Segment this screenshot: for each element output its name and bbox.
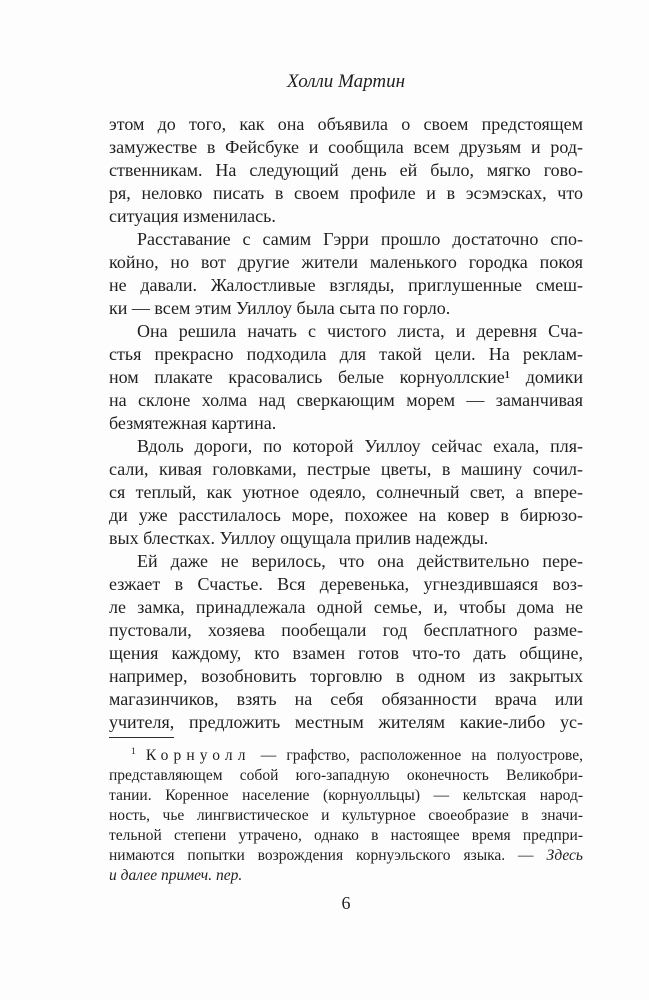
text-line: Расставание с самим Гэрри прошло достаточно спо- <box>137 229 583 249</box>
footnote <box>109 746 583 886</box>
footnote-term: Корнуолл <box>145 747 251 764</box>
paragraph-4 <box>109 435 583 550</box>
text-line: ся теплый, как уютное одеяло, солнечный свет, а впере- <box>109 482 583 502</box>
footnote-line <box>109 746 583 766</box>
paragraph-5 <box>109 550 583 734</box>
footnote-line <box>109 866 583 886</box>
text-line: ственникам. На следующий день ей было, мягко гово- <box>109 160 583 180</box>
text-line: ки — всем этим Уиллоу была сыта по горло. <box>109 298 451 318</box>
paragraph-3 <box>109 320 583 435</box>
text-line: магазинчиков, взять на себя обязанности врача или <box>109 689 583 709</box>
text-line: безмятежная картина. <box>109 413 277 433</box>
text-line: пустовали, хозяева пообещали год бесплатного разме- <box>109 620 583 640</box>
footnote-divider <box>109 737 174 738</box>
running-header: Холли Мартин <box>286 71 406 92</box>
text-line: ситуация изменилась. <box>109 206 276 226</box>
paragraph-1 <box>109 113 583 228</box>
footnote-line <box>109 846 583 866</box>
text-line: например, возобновить торговлю в одном из закрытых <box>109 666 583 686</box>
footnote-text: нимаются попытки возрождения корнуэльского языка. — <box>109 847 534 864</box>
footnote-line: ность, чье лингвистическое и культурное своеобразие в значи- <box>109 807 583 824</box>
footnote-marker: 1 <box>131 746 136 757</box>
text-line: замужестве в Фейсбуке и сообщила всем друзьям и род- <box>109 137 583 157</box>
text-line: вых блестках. Уиллоу ощущала прилив надежды. <box>109 528 489 548</box>
paragraph-2 <box>109 228 583 320</box>
text-line: на склоне холма над сверкающим морем — заманчивая <box>109 390 583 410</box>
text-line: Ей даже не верилось, что она действительно пере- <box>137 551 583 571</box>
translator-note: и далее примеч. пер. <box>109 867 243 884</box>
text-line: ря, неловко писать в своем профиле и в эсэмэсках, что <box>109 183 583 203</box>
text-line: ном плакате красовались белые корнуоллские¹ домики <box>109 367 583 387</box>
text-column <box>109 70 583 886</box>
text-line: этом до того, как она объявила о своем предстоящем <box>109 114 583 134</box>
footnote-line: тельной степени утрачено, однако в настоящее время предпри- <box>109 827 583 844</box>
translator-note: Здесь <box>546 847 583 864</box>
body-text <box>109 113 583 734</box>
footnote-line: представляющем собой юго-западную оконечность Великобри- <box>109 767 583 784</box>
footnote-line: тании. Коренное население (корнуолльцы) — кельтская народ- <box>109 787 583 804</box>
text-line: сали, кивая головками, пестрые цветы, в машину сочил- <box>109 459 583 479</box>
text-line: учителя, предложить местным жителям какие-либо ус- <box>109 712 583 732</box>
text-line: ди уже расстилалось море, похожее на ковер в бирюзо- <box>109 505 583 525</box>
text-line: езжает в Счастье. Вся деревенька, угнездившаяся воз- <box>109 574 583 594</box>
text-line: не давали. Жалостливые взгляды, приглушенные смеш- <box>109 275 583 295</box>
text-line: щения каждому, кто взамен готов что-то дать общине, <box>109 643 583 663</box>
text-line: стья прекрасно подходила для такой цели. На реклам- <box>109 344 583 364</box>
footnote-text: — графство, расположенное на полуострове, <box>260 747 583 764</box>
page-number: 6 <box>341 893 351 913</box>
text-line: койно, но вот другие жители маленького городка покоя <box>109 252 583 272</box>
text-line: ле замка, принадлежала одной семье, и, чтобы дома не <box>109 597 583 617</box>
text-line: Вдоль дороги, по которой Уиллоу сейчас ехала, пля- <box>137 436 583 456</box>
text-line: Она решила начать с чистого листа, и деревня Сча- <box>137 321 583 341</box>
